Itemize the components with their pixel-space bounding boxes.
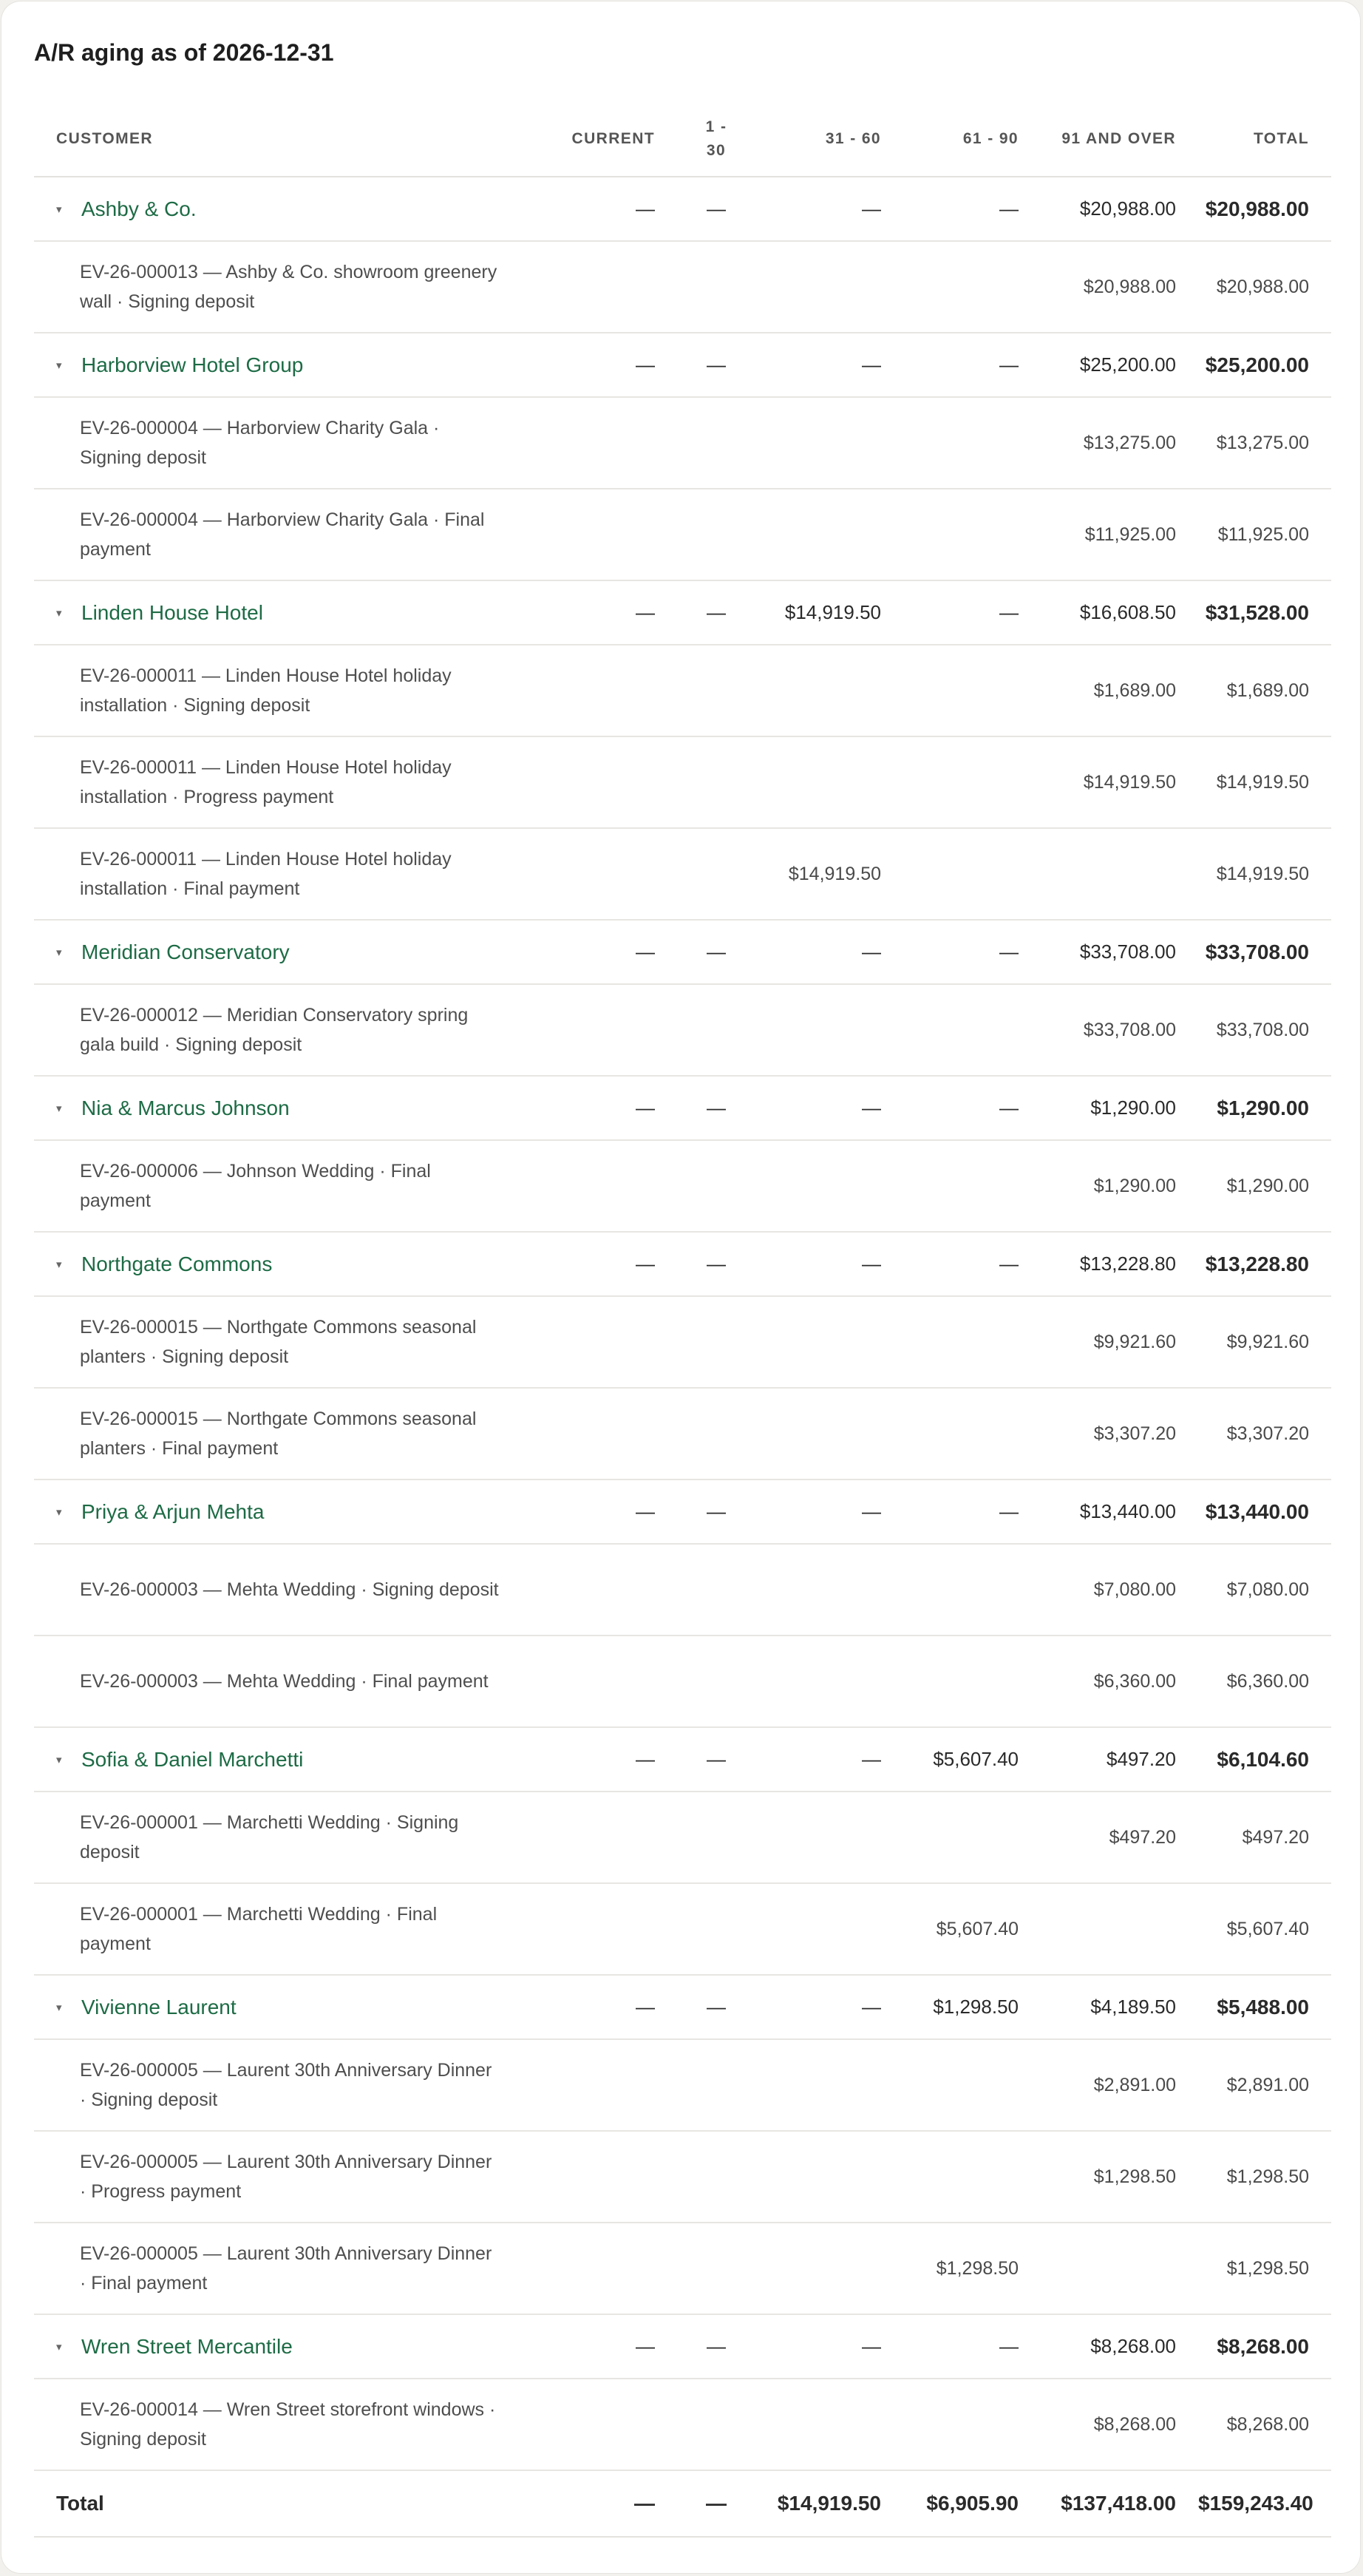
total-cell: $14,919.50 (1198, 736, 1331, 828)
total-cell: $1,290.00 (1198, 1076, 1331, 1140)
col-header-1-30-bottom: 30 (706, 142, 727, 159)
invoice-description: EV-26-000012 — Meridian Conservatory spring gala build · Signing deposit (34, 984, 514, 1076)
invoice-row (34, 1544, 1331, 1636)
invoice-row (34, 1792, 1331, 1883)
d91-over-cell (1041, 828, 1198, 920)
d61-90-cell: $5,607.40 (903, 1727, 1041, 1792)
caret-down-icon[interactable]: ▾ (56, 1506, 62, 1519)
d61-90-cell: $1,298.50 (903, 2223, 1041, 2314)
current-cell (514, 1388, 677, 1479)
invoice-description: EV-26-000006 — Johnson Wedding · Final payment (34, 1140, 514, 1232)
current-cell: — (514, 1479, 677, 1544)
d61-90-cell (903, 1140, 1041, 1232)
d91-over-cell: $2,891.00 (1041, 2039, 1198, 2131)
total-cell: $33,708.00 (1198, 920, 1331, 984)
current-cell (514, 1636, 677, 1727)
d91-over-cell: $497.20 (1041, 1792, 1198, 1883)
d61-90-cell (903, 2379, 1041, 2470)
invoice-row (34, 1636, 1331, 1727)
invoice-row (34, 397, 1331, 489)
caret-down-icon[interactable]: ▾ (56, 359, 62, 373)
total-cell: $25,200.00 (1198, 333, 1331, 397)
customer-group-row[interactable] (34, 1076, 1331, 1140)
current-cell (514, 241, 677, 333)
col-header-31-60: 31 - 60 (755, 102, 903, 177)
invoice-row (34, 1388, 1331, 1479)
d1-30-cell (677, 1883, 755, 1975)
customer-group-row[interactable] (34, 580, 1331, 645)
current-cell: — (514, 1975, 677, 2039)
d61-90-cell (903, 489, 1041, 580)
total-cell: $6,360.00 (1198, 1636, 1331, 1727)
d91-over-cell: $8,268.00 (1041, 2314, 1198, 2379)
d31-60-cell (755, 1388, 903, 1479)
d61-90-cell (903, 1388, 1041, 1479)
customer-name-link[interactable]: Ashby & Co. (81, 197, 197, 221)
customer-name-link[interactable]: Priya & Arjun Mehta (81, 1500, 265, 1524)
d31-60-cell: — (755, 1076, 903, 1140)
d31-60-cell (755, 1883, 903, 1975)
d1-30-cell: — (677, 1975, 755, 2039)
d1-30-cell (677, 241, 755, 333)
d31-60-cell: — (755, 920, 903, 984)
d61-90-cell (903, 241, 1041, 333)
d61-90-cell (903, 1636, 1041, 1727)
total-cell: $159,243.40 (1198, 2470, 1331, 2537)
current-cell (514, 2131, 677, 2223)
customer-name-link[interactable]: Nia & Marcus Johnson (81, 1097, 290, 1120)
d61-90-cell (903, 2039, 1041, 2131)
invoice-row (34, 2039, 1331, 2131)
d1-30-cell: — (677, 920, 755, 984)
d1-30-cell (677, 2223, 755, 2314)
invoice-description: EV-26-000015 — Northgate Commons seasonal planters · Final payment (34, 1388, 514, 1479)
d1-30-cell (677, 984, 755, 1076)
invoice-description: EV-26-000004 — Harborview Charity Gala · Final payment (34, 489, 514, 580)
customer-group-row[interactable] (34, 1232, 1331, 1296)
d31-60-cell: — (755, 1232, 903, 1296)
customer-cell[interactable] (34, 2314, 514, 2379)
current-cell: — (514, 177, 677, 241)
total-cell: $497.20 (1198, 1792, 1331, 1883)
col-header-current: CURRENT (514, 102, 677, 177)
d91-over-cell: $33,708.00 (1041, 984, 1198, 1076)
aging-table-body (34, 177, 1331, 2537)
total-cell: $31,528.00 (1198, 580, 1331, 645)
d91-over-cell: $1,290.00 (1041, 1076, 1198, 1140)
invoice-row (34, 2131, 1331, 2223)
d91-over-cell: $33,708.00 (1041, 920, 1198, 984)
d1-30-cell: — (677, 2470, 755, 2537)
d31-60-cell (755, 397, 903, 489)
caret-down-icon[interactable]: ▾ (56, 2002, 62, 2015)
d61-90-cell (903, 1792, 1041, 1883)
col-header-61-90: 61 - 90 (903, 102, 1041, 177)
total-cell: $9,921.60 (1198, 1296, 1331, 1388)
customer-name-link[interactable]: Vivienne Laurent (81, 1996, 237, 2019)
customer-cell[interactable] (34, 1975, 514, 2039)
d61-90-cell: — (903, 1076, 1041, 1140)
current-cell (514, 828, 677, 920)
header-row (34, 102, 1331, 177)
d61-90-cell (903, 1296, 1041, 1388)
customer-cell[interactable] (34, 580, 514, 645)
current-cell (514, 736, 677, 828)
current-cell (514, 489, 677, 580)
invoice-description: EV-26-000003 — Mehta Wedding · Final payment (34, 1636, 514, 1727)
d61-90-cell (903, 397, 1041, 489)
current-cell (514, 1544, 677, 1636)
caret-down-icon[interactable]: ▾ (56, 203, 62, 217)
customer-group-row[interactable] (34, 920, 1331, 984)
d91-over-cell: $13,275.00 (1041, 397, 1198, 489)
d31-60-cell (755, 2039, 903, 2131)
d31-60-cell (755, 736, 903, 828)
customer-cell[interactable] (34, 333, 514, 397)
d91-over-cell: $16,608.50 (1041, 580, 1198, 645)
current-cell (514, 1792, 677, 1883)
invoice-description: EV-26-000011 — Linden House Hotel holiday installation · Signing deposit (34, 645, 514, 736)
d91-over-cell: $1,298.50 (1041, 2131, 1198, 2223)
d91-over-cell: $14,919.50 (1041, 736, 1198, 828)
d31-60-cell: $14,919.50 (755, 580, 903, 645)
current-cell (514, 2223, 677, 2314)
total-cell: $20,988.00 (1198, 241, 1331, 333)
d61-90-cell (903, 2131, 1041, 2223)
d91-over-cell (1041, 1883, 1198, 1975)
current-cell: — (514, 1232, 677, 1296)
d61-90-cell: $5,607.40 (903, 1883, 1041, 1975)
invoice-row (34, 645, 1331, 736)
d31-60-cell (755, 2379, 903, 2470)
d31-60-cell (755, 1544, 903, 1636)
current-cell (514, 397, 677, 489)
current-cell (514, 984, 677, 1076)
d1-30-cell: — (677, 580, 755, 645)
caret-down-icon[interactable]: ▾ (56, 1102, 62, 1116)
d61-90-cell: — (903, 333, 1041, 397)
d1-30-cell: — (677, 177, 755, 241)
d1-30-cell: — (677, 333, 755, 397)
invoice-description: EV-26-000015 — Northgate Commons seasonal planters · Signing deposit (34, 1296, 514, 1388)
d61-90-cell: — (903, 1479, 1041, 1544)
invoice-description: EV-26-000013 — Ashby & Co. showroom greenery wall · Signing deposit (34, 241, 514, 333)
d61-90-cell: — (903, 580, 1041, 645)
total-cell: $1,298.50 (1198, 2223, 1331, 2314)
d61-90-cell: $1,298.50 (903, 1975, 1041, 2039)
d91-over-cell: $8,268.00 (1041, 2379, 1198, 2470)
d31-60-cell: — (755, 2314, 903, 2379)
d31-60-cell (755, 2223, 903, 2314)
total-cell: $11,925.00 (1198, 489, 1331, 580)
d31-60-cell: — (755, 1975, 903, 2039)
current-cell (514, 1883, 677, 1975)
customer-cell[interactable] (34, 1727, 514, 1792)
d91-over-cell: $20,988.00 (1041, 177, 1198, 241)
grand-total-label: Total (34, 2470, 514, 2537)
customer-cell[interactable] (34, 1479, 514, 1544)
invoice-row (34, 241, 1331, 333)
customer-name-link[interactable]: Northgate Commons (81, 1253, 273, 1276)
total-cell: $5,488.00 (1198, 1975, 1331, 2039)
page-title: A/R aging as of 2026-12-31 (34, 39, 334, 66)
invoice-description: EV-26-000001 — Marchetti Wedding · Signing deposit (34, 1792, 514, 1883)
total-cell: $13,228.80 (1198, 1232, 1331, 1296)
d1-30-cell (677, 1388, 755, 1479)
d31-60-cell: — (755, 1727, 903, 1792)
d31-60-cell (755, 1636, 903, 1727)
d61-90-cell: — (903, 2314, 1041, 2379)
d61-90-cell (903, 984, 1041, 1076)
aging-table (34, 102, 1331, 2538)
d1-30-cell (677, 1140, 755, 1232)
d1-30-cell (677, 2379, 755, 2470)
invoice-description: EV-26-000005 — Laurent 30th Anniversary Dinner · Signing deposit (34, 2039, 514, 2131)
customer-group-row[interactable] (34, 1479, 1331, 1544)
d1-30-cell (677, 397, 755, 489)
d1-30-cell (677, 1792, 755, 1883)
d91-over-cell: $9,921.60 (1041, 1296, 1198, 1388)
current-cell (514, 2039, 677, 2131)
current-cell: — (514, 1727, 677, 1792)
current-cell (514, 2379, 677, 2470)
invoice-description: EV-26-000005 — Laurent 30th Anniversary Dinner · Progress payment (34, 2131, 514, 2223)
current-cell: — (514, 580, 677, 645)
invoice-description: EV-26-000005 — Laurent 30th Anniversary Dinner · Final payment (34, 2223, 514, 2314)
total-cell: $8,268.00 (1198, 2314, 1331, 2379)
caret-down-icon[interactable]: ▾ (56, 1258, 62, 1272)
col-header-91-over: 91 AND OVER (1041, 102, 1198, 177)
d91-over-cell: $3,307.20 (1041, 1388, 1198, 1479)
col-header-1-30-top: 1 - (705, 118, 727, 135)
total-cell: $2,891.00 (1198, 2039, 1331, 2131)
invoice-row (34, 1140, 1331, 1232)
invoice-row (34, 2223, 1331, 2314)
d31-60-cell (755, 241, 903, 333)
invoice-row (34, 2379, 1331, 2470)
invoice-row (34, 489, 1331, 580)
d1-30-cell (677, 828, 755, 920)
grand-total-row (34, 2470, 1331, 2537)
current-cell: — (514, 1076, 677, 1140)
total-cell: $1,689.00 (1198, 645, 1331, 736)
current-cell: — (514, 2314, 677, 2379)
d91-over-cell: $1,290.00 (1041, 1140, 1198, 1232)
invoice-description: EV-26-000004 — Harborview Charity Gala · Signing deposit (34, 397, 514, 489)
d1-30-cell (677, 489, 755, 580)
ar-aging-card (1, 1, 1360, 2573)
d1-30-cell (677, 645, 755, 736)
current-cell (514, 645, 677, 736)
d31-60-cell (755, 2131, 903, 2223)
d61-90-cell: — (903, 920, 1041, 984)
customer-cell[interactable] (34, 1076, 514, 1140)
total-cell: $1,290.00 (1198, 1140, 1331, 1232)
d1-30-cell: — (677, 1479, 755, 1544)
invoice-description: EV-26-000003 — Mehta Wedding · Signing deposit (34, 1544, 514, 1636)
d31-60-cell: $14,919.50 (755, 828, 903, 920)
total-cell: $20,988.00 (1198, 177, 1331, 241)
d1-30-cell: — (677, 1727, 755, 1792)
col-header-customer: CUSTOMER (34, 102, 514, 177)
customer-name-link[interactable]: Wren Street Mercantile (81, 2335, 293, 2359)
customer-group-row[interactable] (34, 1975, 1331, 2039)
d61-90-cell (903, 1544, 1041, 1636)
current-cell (514, 1296, 677, 1388)
caret-down-icon[interactable]: ▾ (56, 607, 62, 620)
d61-90-cell (903, 645, 1041, 736)
current-cell (514, 1140, 677, 1232)
customer-group-row[interactable] (34, 177, 1331, 241)
customer-name-link[interactable]: Linden House Hotel (81, 601, 263, 625)
invoice-description: EV-26-000014 — Wren Street storefront windows · Signing deposit (34, 2379, 514, 2470)
d1-30-cell: — (677, 1076, 755, 1140)
customer-cell[interactable] (34, 1232, 514, 1296)
col-header-total: TOTAL (1198, 102, 1331, 177)
current-cell: — (514, 2470, 677, 2537)
d31-60-cell (755, 1792, 903, 1883)
invoice-row (34, 736, 1331, 828)
customer-name-link[interactable]: Sofia & Daniel Marchetti (81, 1748, 304, 1772)
d31-60-cell: $14,919.50 (755, 2470, 903, 2537)
d31-60-cell (755, 1140, 903, 1232)
d1-30-cell (677, 1544, 755, 1636)
current-cell: — (514, 920, 677, 984)
d61-90-cell (903, 828, 1041, 920)
total-cell: $33,708.00 (1198, 984, 1331, 1076)
customer-name-link[interactable]: Harborview Hotel Group (81, 353, 304, 377)
d91-over-cell: $13,440.00 (1041, 1479, 1198, 1544)
d31-60-cell: — (755, 333, 903, 397)
d1-30-cell: — (677, 1232, 755, 1296)
d1-30-cell: — (677, 2314, 755, 2379)
total-cell: $1,298.50 (1198, 2131, 1331, 2223)
d1-30-cell (677, 1636, 755, 1727)
d91-over-cell: $4,189.50 (1041, 1975, 1198, 2039)
d31-60-cell (755, 489, 903, 580)
d61-90-cell (903, 736, 1041, 828)
total-cell: $13,440.00 (1198, 1479, 1331, 1544)
invoice-description: EV-26-000001 — Marchetti Wedding · Final payment (34, 1883, 514, 1975)
d31-60-cell: — (755, 1479, 903, 1544)
caret-down-icon[interactable]: ▾ (56, 1754, 62, 1767)
customer-name-link[interactable]: Meridian Conservatory (81, 940, 290, 964)
total-cell: $7,080.00 (1198, 1544, 1331, 1636)
customer-cell[interactable] (34, 177, 514, 241)
d1-30-cell (677, 2131, 755, 2223)
total-cell: $6,104.60 (1198, 1727, 1331, 1792)
total-cell: $14,919.50 (1198, 828, 1331, 920)
invoice-row (34, 1883, 1331, 1975)
invoice-row (34, 1296, 1331, 1388)
d91-over-cell: $137,418.00 (1041, 2470, 1198, 2537)
current-cell: — (514, 333, 677, 397)
customer-group-row[interactable] (34, 2314, 1331, 2379)
d61-90-cell: — (903, 177, 1041, 241)
d91-over-cell: $7,080.00 (1041, 1544, 1198, 1636)
total-cell: $5,607.40 (1198, 1883, 1331, 1975)
invoice-row (34, 828, 1331, 920)
total-cell: $3,307.20 (1198, 1388, 1331, 1479)
d91-over-cell: $1,689.00 (1041, 645, 1198, 736)
col-header-1-30 (677, 102, 755, 177)
caret-down-icon[interactable]: ▾ (56, 946, 62, 960)
invoice-row (34, 984, 1331, 1076)
d1-30-cell (677, 736, 755, 828)
d91-over-cell: $13,228.80 (1041, 1232, 1198, 1296)
customer-group-row[interactable] (34, 1727, 1331, 1792)
d91-over-cell: $11,925.00 (1041, 489, 1198, 580)
d31-60-cell (755, 1296, 903, 1388)
d91-over-cell: $6,360.00 (1041, 1636, 1198, 1727)
d91-over-cell (1041, 2223, 1198, 2314)
d1-30-cell (677, 1296, 755, 1388)
d91-over-cell: $497.20 (1041, 1727, 1198, 1792)
d91-over-cell: $20,988.00 (1041, 241, 1198, 333)
total-cell: $8,268.00 (1198, 2379, 1331, 2470)
customer-group-row[interactable] (34, 333, 1331, 397)
d61-90-cell: — (903, 1232, 1041, 1296)
invoice-description: EV-26-000011 — Linden House Hotel holiday installation · Progress payment (34, 736, 514, 828)
d61-90-cell: $6,905.90 (903, 2470, 1041, 2537)
d31-60-cell (755, 984, 903, 1076)
d91-over-cell: $25,200.00 (1041, 333, 1198, 397)
d1-30-cell (677, 2039, 755, 2131)
customer-cell[interactable] (34, 920, 514, 984)
caret-down-icon[interactable]: ▾ (56, 2341, 62, 2354)
d31-60-cell: — (755, 177, 903, 241)
d31-60-cell (755, 645, 903, 736)
total-cell: $13,275.00 (1198, 397, 1331, 489)
invoice-description: EV-26-000011 — Linden House Hotel holiday installation · Final payment (34, 828, 514, 920)
